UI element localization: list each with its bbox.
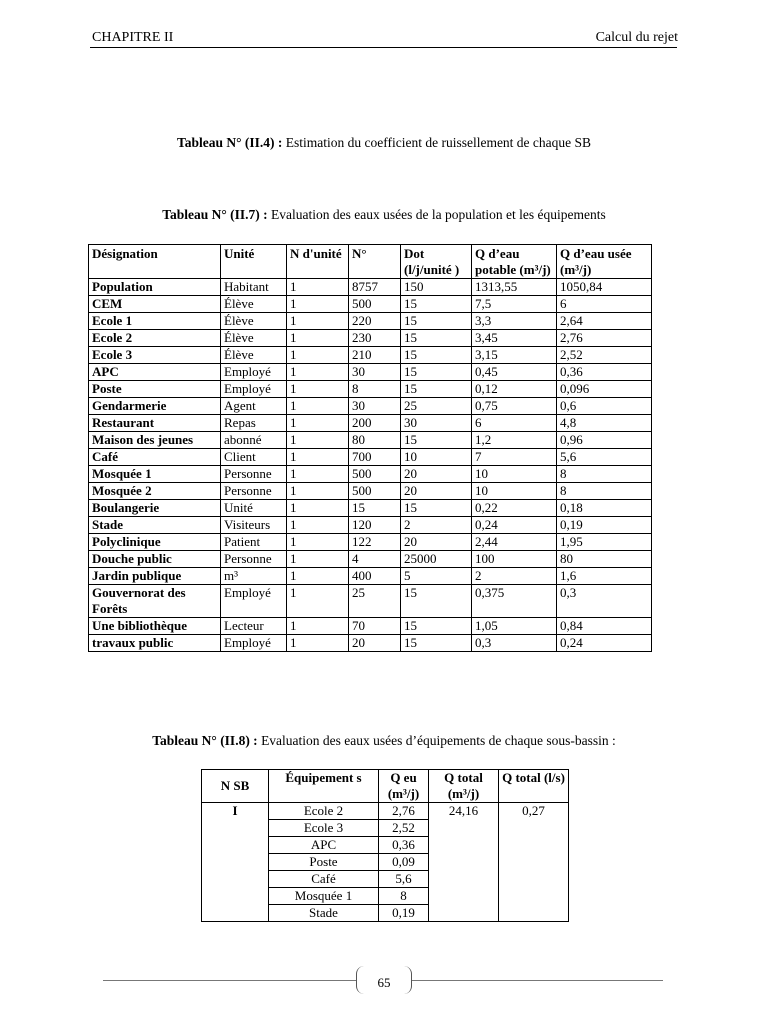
header-cell: Q d’eau usée (m³/j) [557,245,652,279]
table-cell: 200 [349,415,401,432]
table-cell: 1,95 [557,534,652,551]
table-cell: 1 [287,364,349,381]
chapter-header: CHAPITRE II [92,30,174,45]
table-cell: 3,15 [472,347,557,364]
q-eu-cell: 8 [379,888,429,905]
table-cell: 6 [557,296,652,313]
table-cell: 230 [349,330,401,347]
table-cell: 10 [401,449,472,466]
table-cell: 0,22 [472,500,557,517]
table-cell: 5,6 [557,449,652,466]
table-cell: 210 [349,347,401,364]
table-cell: Personne [221,551,287,568]
table-cell: Élève [221,296,287,313]
designation-cell: Mosquée 1 [89,466,221,483]
table-cell: 1 [287,618,349,635]
table-cell: abonné [221,432,287,449]
table-cell: 2,44 [472,534,557,551]
table-cell: 0,45 [472,364,557,381]
table-cell: Élève [221,330,287,347]
table-cell: 0,19 [557,517,652,534]
table-cell: 122 [349,534,401,551]
table-row [89,330,652,347]
table-cell: 8757 [349,279,401,296]
table-cell: 500 [349,296,401,313]
table-cell: 0,96 [557,432,652,449]
table-cell: 70 [349,618,401,635]
table-cell: 15 [401,296,472,313]
table-cell: 8 [349,381,401,398]
table-cell: Employé [221,364,287,381]
table-cell: 15 [401,635,472,652]
table-row [89,618,652,635]
header-cell: N° [349,245,401,279]
designation-cell: Stade [89,517,221,534]
table-cell: 1,2 [472,432,557,449]
table-cell: 1 [287,330,349,347]
table-cell: 0,096 [557,381,652,398]
table-row [89,635,652,652]
section-header: Calcul du rejet [595,30,678,45]
table-cell: 30 [349,364,401,381]
table-cell: 220 [349,313,401,330]
table-cell: Personne [221,466,287,483]
table-cell: Repas [221,415,287,432]
table-cell: 1 [287,296,349,313]
table-header-row [202,770,569,803]
caption-text: Estimation du coefficient de ruissellement de chaque SB [282,135,592,150]
table-cell: 4 [349,551,401,568]
designation-cell: travaux public [89,635,221,652]
caption-ref: Tableau N° (II.7) : [162,207,268,222]
table-cell: Employé [221,635,287,652]
table-cell: 1 [287,313,349,330]
table-cell: 20 [401,534,472,551]
caption-table-ii7 [0,207,768,223]
table-cell: 10 [472,483,557,500]
table-cell: Élève [221,347,287,364]
table-row [89,500,652,517]
equipment-cell: Poste [269,854,379,871]
designation-cell: Polyclinique [89,534,221,551]
table-cell: 1 [287,568,349,585]
q-eu-cell: 0,19 [379,905,429,922]
table-cell: 700 [349,449,401,466]
table-cell: 1 [287,585,349,618]
table-cell: Habitant [221,279,287,296]
table-cell: 0,12 [472,381,557,398]
table-cell: 15 [401,364,472,381]
designation-cell: Maison des jeunes [89,432,221,449]
q-eu-cell: 0,36 [379,837,429,854]
table-cell: 15 [401,347,472,364]
header-cell: Désignation [89,245,221,279]
designation-cell: Mosquée 2 [89,483,221,500]
table-cell: 15 [349,500,401,517]
table-cell: Agent [221,398,287,415]
table-cell: 1050,84 [557,279,652,296]
table-cell: 2,76 [557,330,652,347]
table-row [89,279,652,296]
table-ii7 [88,244,652,652]
header-cell: Équipement s [269,770,379,803]
table-row [89,398,652,415]
table-cell: 400 [349,568,401,585]
header-cell: Dot (l/j/unité ) [401,245,472,279]
table-cell: 0,24 [472,517,557,534]
equipment-cell: Ecole 3 [269,820,379,837]
table-cell: 1 [287,449,349,466]
caption-text: Evaluation des eaux usées d’équipements de chaque sous-bassin : [257,733,616,748]
designation-cell: Restaurant [89,415,221,432]
table-row [89,313,652,330]
table-cell: Lecteur [221,618,287,635]
table-cell: 0,3 [557,585,652,618]
table-cell: 80 [557,551,652,568]
page-number: 65 [356,966,412,994]
table-cell: 15 [401,500,472,517]
header-rule [90,47,677,48]
table-cell: Personne [221,483,287,500]
table-cell: 0,84 [557,618,652,635]
sub-basin-cell: I [202,803,269,922]
table-cell: 500 [349,483,401,500]
table-cell: 500 [349,466,401,483]
table-cell: 25 [349,585,401,618]
table-cell: 3,45 [472,330,557,347]
table-cell: 0,36 [557,364,652,381]
table-cell: 5 [401,568,472,585]
table-cell: 1 [287,415,349,432]
header-cell: Unité [221,245,287,279]
table-row [89,568,652,585]
caption-ref: Tableau N° (II.8) : [152,733,258,748]
header-cell: Q eu (m³/j) [379,770,429,803]
table-row [89,415,652,432]
table-cell: 25 [401,398,472,415]
table-cell: Client [221,449,287,466]
q-eu-cell: 2,76 [379,803,429,820]
caption-text: Evaluation des eaux usées de la population et les équipements [267,207,606,222]
caption-table-ii8 [0,733,768,749]
table-cell: 1 [287,483,349,500]
table-cell: 1 [287,551,349,568]
table-cell: 15 [401,432,472,449]
table-cell: Visiteurs [221,517,287,534]
table-cell: Employé [221,585,287,618]
equipment-cell: Stade [269,905,379,922]
table-cell: 0,75 [472,398,557,415]
table-row [89,296,652,313]
table-cell: 1 [287,347,349,364]
table-cell: 8 [557,483,652,500]
table-cell: 1,05 [472,618,557,635]
q-total-ls-cell: 0,27 [499,803,569,922]
table-cell: Employé [221,381,287,398]
table-cell: 1313,55 [472,279,557,296]
table-cell: 6 [472,415,557,432]
table-cell: 2 [472,568,557,585]
table-header-row [89,245,652,279]
table-cell: Élève [221,313,287,330]
table-cell: 1 [287,517,349,534]
designation-cell: Café [89,449,221,466]
table-cell: 2,52 [557,347,652,364]
table-cell: 2 [401,517,472,534]
table-ii8 [201,769,569,922]
table-row [89,364,652,381]
designation-cell: Ecole 1 [89,313,221,330]
table-row [89,534,652,551]
caption-ref: Tableau N° (II.4) : [176,135,283,150]
table-cell: 100 [472,551,557,568]
table-cell: 20 [401,483,472,500]
table-row [89,466,652,483]
designation-cell: Jardin publique [89,568,221,585]
table-cell: 1 [287,398,349,415]
caption-table-ii4 [0,135,768,151]
table-cell: 30 [349,398,401,415]
designation-cell: CEM [89,296,221,313]
q-eu-cell: 0,09 [379,854,429,871]
table-cell: 150 [401,279,472,296]
table-row [89,551,652,568]
table-cell: 15 [401,585,472,618]
designation-cell: APC [89,364,221,381]
table-cell: 20 [401,466,472,483]
table-row [89,517,652,534]
designation-cell: Une bibliothèque [89,618,221,635]
table-cell: 1 [287,635,349,652]
table-row [89,585,652,618]
table-cell: Unité [221,500,287,517]
table-cell: 1 [287,432,349,449]
equipment-cell: Ecole 2 [269,803,379,820]
table-cell: 2,64 [557,313,652,330]
table-cell: 0,6 [557,398,652,415]
designation-cell: Population [89,279,221,296]
table-cell: 15 [401,381,472,398]
designation-cell: Poste [89,381,221,398]
table-cell: 0,24 [557,635,652,652]
table-cell: 120 [349,517,401,534]
table-cell: 7 [472,449,557,466]
table-cell: 0,18 [557,500,652,517]
header-cell: Q total (m³/j) [429,770,499,803]
header-cell: Q total (l/s) [499,770,569,803]
table-cell: 80 [349,432,401,449]
table-cell: 4,8 [557,415,652,432]
table-row [202,803,569,820]
table-cell: m³ [221,568,287,585]
table-row [89,449,652,466]
designation-cell: Gendarmerie [89,398,221,415]
designation-cell: Gouvernorat des Forêts [89,585,221,618]
table-cell: 1 [287,534,349,551]
designation-cell: Douche public [89,551,221,568]
equipment-cell: Mosquée 1 [269,888,379,905]
table-cell: 15 [401,618,472,635]
table-cell: 1 [287,381,349,398]
table-cell: 1 [287,466,349,483]
header-cell: N d'unité [287,245,349,279]
table-row [89,483,652,500]
table-cell: 1,6 [557,568,652,585]
designation-cell: Ecole 3 [89,347,221,364]
q-eu-cell: 5,6 [379,871,429,888]
designation-cell: Boulangerie [89,500,221,517]
equipment-cell: APC [269,837,379,854]
table-cell: 15 [401,313,472,330]
table-cell: 1 [287,500,349,517]
table-cell: 30 [401,415,472,432]
table-cell: 0,3 [472,635,557,652]
equipment-cell: Café [269,871,379,888]
table-cell: 7,5 [472,296,557,313]
table-cell: 0,375 [472,585,557,618]
table-row [89,381,652,398]
table-cell: Patient [221,534,287,551]
table-row [89,347,652,364]
q-total-m3j-cell: 24,16 [429,803,499,922]
footer-rule-right [410,980,663,981]
footer-rule-left [103,980,356,981]
header-cell: N SB [202,770,269,803]
table-cell: 15 [401,330,472,347]
q-eu-cell: 2,52 [379,820,429,837]
table-cell: 1 [287,279,349,296]
table-cell: 25000 [401,551,472,568]
table-cell: 8 [557,466,652,483]
table-row [89,432,652,449]
designation-cell: Ecole 2 [89,330,221,347]
header-cell: Q d’eau potable (m³/j) [472,245,557,279]
table-cell: 3,3 [472,313,557,330]
table-cell: 20 [349,635,401,652]
table-cell: 10 [472,466,557,483]
